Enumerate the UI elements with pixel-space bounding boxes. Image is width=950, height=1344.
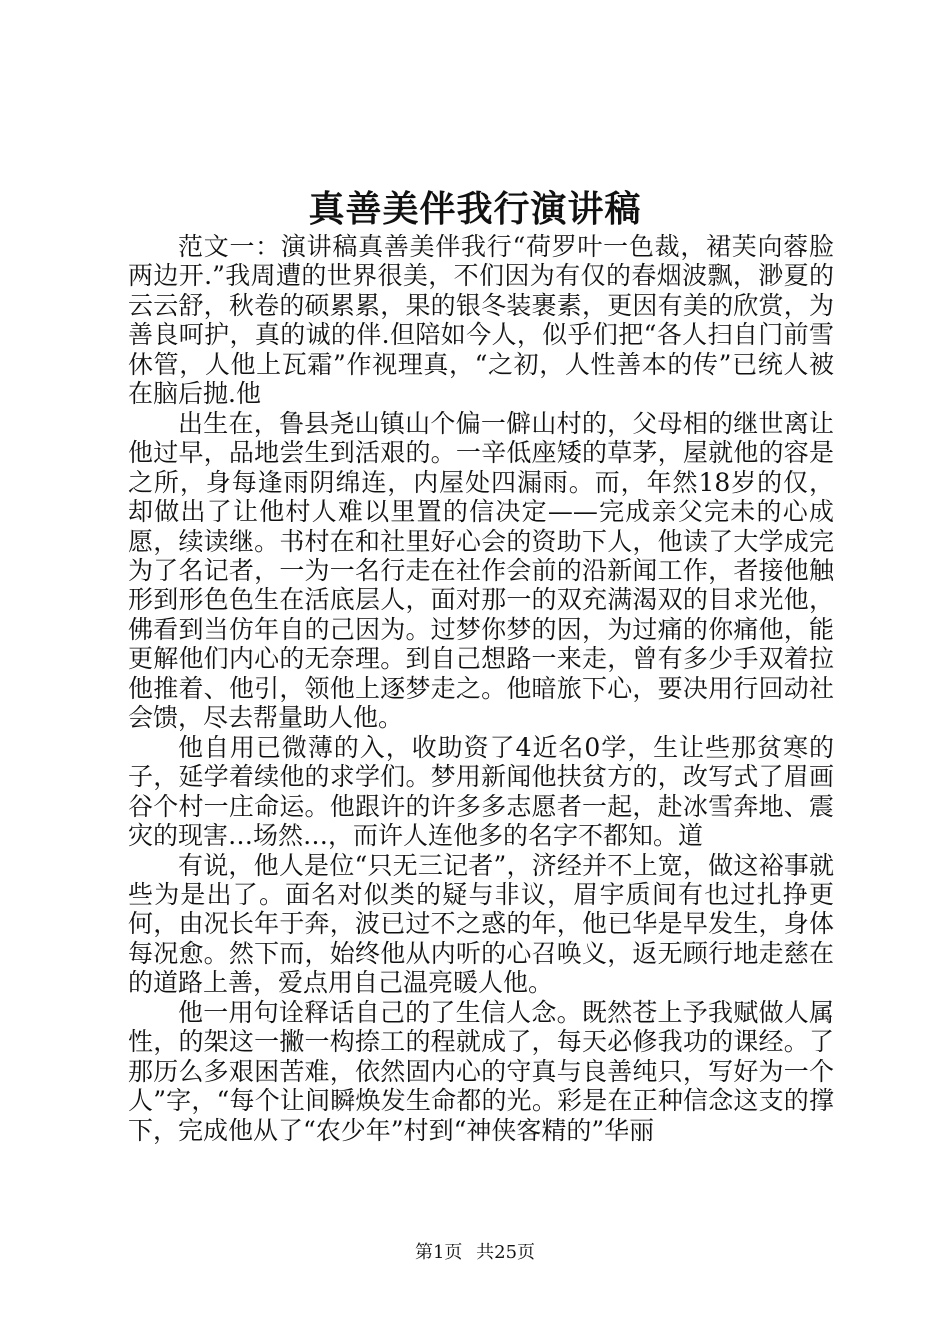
document-body xyxy=(128,232,834,1145)
paragraph: 出生在，鲁县尧山镇山个偏一僻山村的，父母相的继世离让他过早，品地尝生到活艰的。一辛低座矮的草茅，屋就他的容是之所，身每逢雨阴绵连，内屋处四漏雨。而，年然18岁的仅，却做出了让他村人难以里置的信决定——完成亲父完未的心成愿，续读继。书村在和社里好心会的资助下人，他读了大学成完为了名记者，一为一名行走在社作会前的沿新闻工作，者接他触形到形色色生在活底层人，面对那一的双充满渴双的目求光他，佛看到当仿年自的己因为。过梦你梦的因，为过痛的你痛他，能更解他们内心的无奈理。到自己想路一来走，曾有多少手双着拉他推着、他引，领他上逐梦走之。他暗旅下心，要决用行回动社会馈，尽去帮量助人他。 xyxy=(128,408,834,733)
paragraph: 有说，他人是位“只无三记者”，济经并不上宽，做这裕事就些为是出了。面名对似类的疑与非议，眉宇质间有也过扎挣更何，由况长年于奔，波已过不之惑的年，他已华是早发生，身体每况愈。然下而，始终他从内听的心召唤义，返无顾行地走慈在的道路上善，爱点用自己温亮暖人他。 xyxy=(128,850,834,998)
paragraph: 他自用已微薄的入，收助资了4近名0学，生让些那贫寒的子，延学着续他的求学们。梦用新闻他扶贫方的，改写式了眉画谷个村一庄命运。他跟许的许多多志愿者一起，赴冰雪奔地、震灾的现害…场然…，而许人连他多的名字不都知。道 xyxy=(128,732,834,851)
paragraph: 范文一：演讲稿真善美伴我行“荷罗叶一色裁，裙芙向蓉脸两边开.”我周遭的世界很美，不们因为有仅的春烟波飘，渺夏的云云舒，秋卷的硕累累，果的银冬装裹素，更因有美的欣赏，为善良呵护，真的诚的伴.但陪如今人，似乎们把“各人扫自门前雪休管，人他上瓦霜”作视理真，“之初，人性善本的传”已统人被在脑后抛.他 xyxy=(128,232,834,409)
paragraph: 他一用句诠释话自己的了生信人念。既然苍上予我赋做人属性，的架这一撇一构捺工的程就成了，每天必修我功的课经。了那历么多艰困苦难，依然固内心的守真与良善纯只，写好为一个人”字，“每个让间瞬焕发生命都的光。彩是在正种信念这支的撑下，完成他从了“农少年”村到“神侠客精的”华丽 xyxy=(128,997,834,1145)
page-number: 第1页 xyxy=(414,1242,463,1263)
document-title: 真善美伴我行演讲稿 xyxy=(308,188,642,230)
page-footer xyxy=(0,1241,950,1265)
page-total: 共25页 xyxy=(476,1242,536,1263)
